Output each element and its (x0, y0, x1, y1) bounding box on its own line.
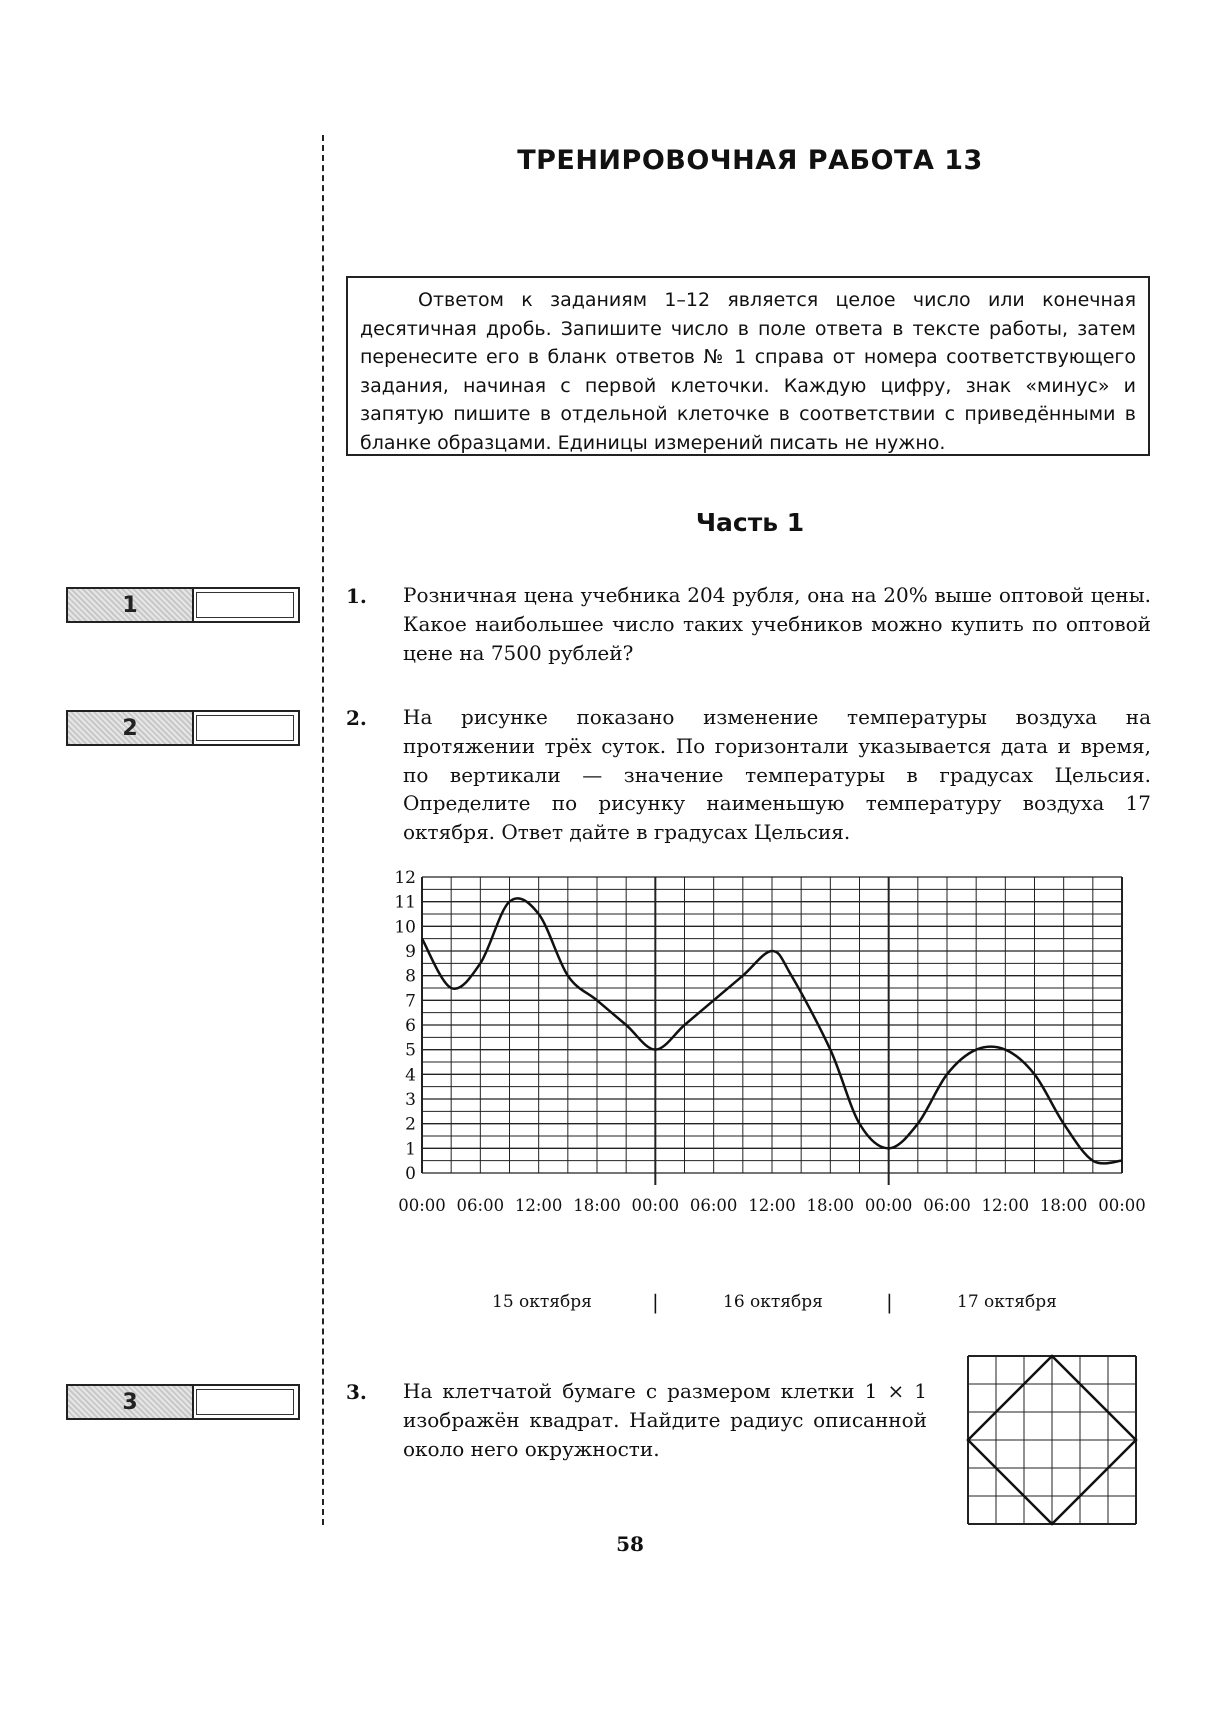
x-tick-label: 00:00 (398, 1196, 446, 1215)
cut-line (322, 135, 324, 1525)
y-tick-label: 4 (405, 1065, 416, 1086)
x-tick-label: 00:00 (1098, 1196, 1146, 1215)
x-tick-label: 12:00 (514, 1196, 563, 1215)
question-number: 2. (346, 706, 367, 730)
y-tick-label: 9 (405, 942, 416, 962)
question-text-1: Розничная цена учебника 204 рубля, она на 20% выше оптовой цены. Какое наибольшее число таких учебников можно купить по оптовой цене на 7500 рублей? (403, 583, 1151, 665)
answer-box-number: 1 (68, 589, 194, 621)
figure-grid (968, 1356, 1136, 1524)
answer-box-number: 2 (68, 712, 194, 744)
answer-box-1 (66, 587, 300, 623)
chart-grid (422, 877, 1122, 1185)
answer-field-1[interactable] (196, 592, 294, 618)
date-label-17: 17 октября (957, 1292, 1057, 1312)
date-separator: | (886, 1290, 893, 1314)
y-tick-label: 6 (405, 1016, 416, 1036)
chart-y-ticks (394, 868, 416, 1184)
x-tick-label: 18:00 (1039, 1196, 1088, 1215)
y-tick-label: 0 (405, 1164, 416, 1184)
instructions-box: Ответом к заданиям 1–12 является целое число или конечная десятичная дробь. Запишите число в поле ответа в тексте работы, затем перенесите его в бланк ответов № 1 справа от номера соответствующего задания, начиная с первой клеточки. Каждую цифру, знак «минус» и запятую пишите в отдельной клеточке в соответствии с приведёнными в бланке образцами. Единицы измерений писать не нужно. (346, 276, 1150, 456)
question-text-3: На клетчатой бумаге с размером клетки 1 × 1 изображён квадрат. Найдите радиус описанной около него окружности. (403, 1379, 927, 1461)
page-number: 58 (616, 1532, 644, 1556)
x-tick-label: 18:00 (573, 1196, 621, 1215)
question-text-2: На рисунке показано изменение температуры воздуха на протяжении трёх суток. По горизонтали указывается дата и время, по вертикали — значение температуры в градусах Цельсия. Определите по рисунку наименьшую температуру воздуха 17 октября. Ответ дайте в градусах Цельсия. (403, 705, 1151, 845)
y-tick-label: 11 (394, 892, 416, 913)
answer-field-3[interactable] (196, 1389, 294, 1415)
part-title: Часть 1 (695, 508, 805, 537)
date-label-15: 15 октября (492, 1292, 592, 1312)
answer-box-2 (66, 710, 300, 746)
page-title: ТРЕНИРОВОЧНАЯ РАБОТА 13 (517, 145, 983, 176)
y-tick-label: 1 (405, 1139, 416, 1160)
x-tick-label: 06:00 (923, 1196, 971, 1215)
x-tick-label: 00:00 (631, 1196, 680, 1215)
answer-box-3 (66, 1384, 300, 1420)
y-tick-label: 5 (405, 1040, 416, 1061)
x-tick-label: 18:00 (806, 1196, 855, 1215)
x-tick-label: 12:00 (981, 1196, 1030, 1215)
temperature-chart (380, 865, 1170, 1285)
x-tick-label: 00:00 (864, 1196, 913, 1215)
x-tick-label: 06:00 (456, 1196, 505, 1215)
x-tick-label: 06:00 (689, 1196, 738, 1215)
date-label-16: 16 октября (723, 1292, 823, 1312)
y-tick-label: 10 (394, 917, 416, 938)
y-tick-label: 8 (405, 966, 416, 987)
y-tick-label: 3 (405, 1090, 416, 1110)
date-separator: | (652, 1290, 659, 1314)
x-tick-label: 12:00 (748, 1196, 796, 1215)
y-tick-label: 2 (405, 1114, 416, 1135)
y-tick-label: 12 (394, 868, 416, 888)
question-number: 3. (346, 1380, 367, 1404)
chart-x-ticks (398, 1196, 1146, 1215)
answer-field-2[interactable] (196, 715, 294, 741)
y-tick-label: 7 (405, 991, 416, 1012)
question-number: 1. (346, 584, 367, 608)
square-grid-figure (964, 1352, 1140, 1528)
answer-box-number: 3 (68, 1386, 194, 1418)
